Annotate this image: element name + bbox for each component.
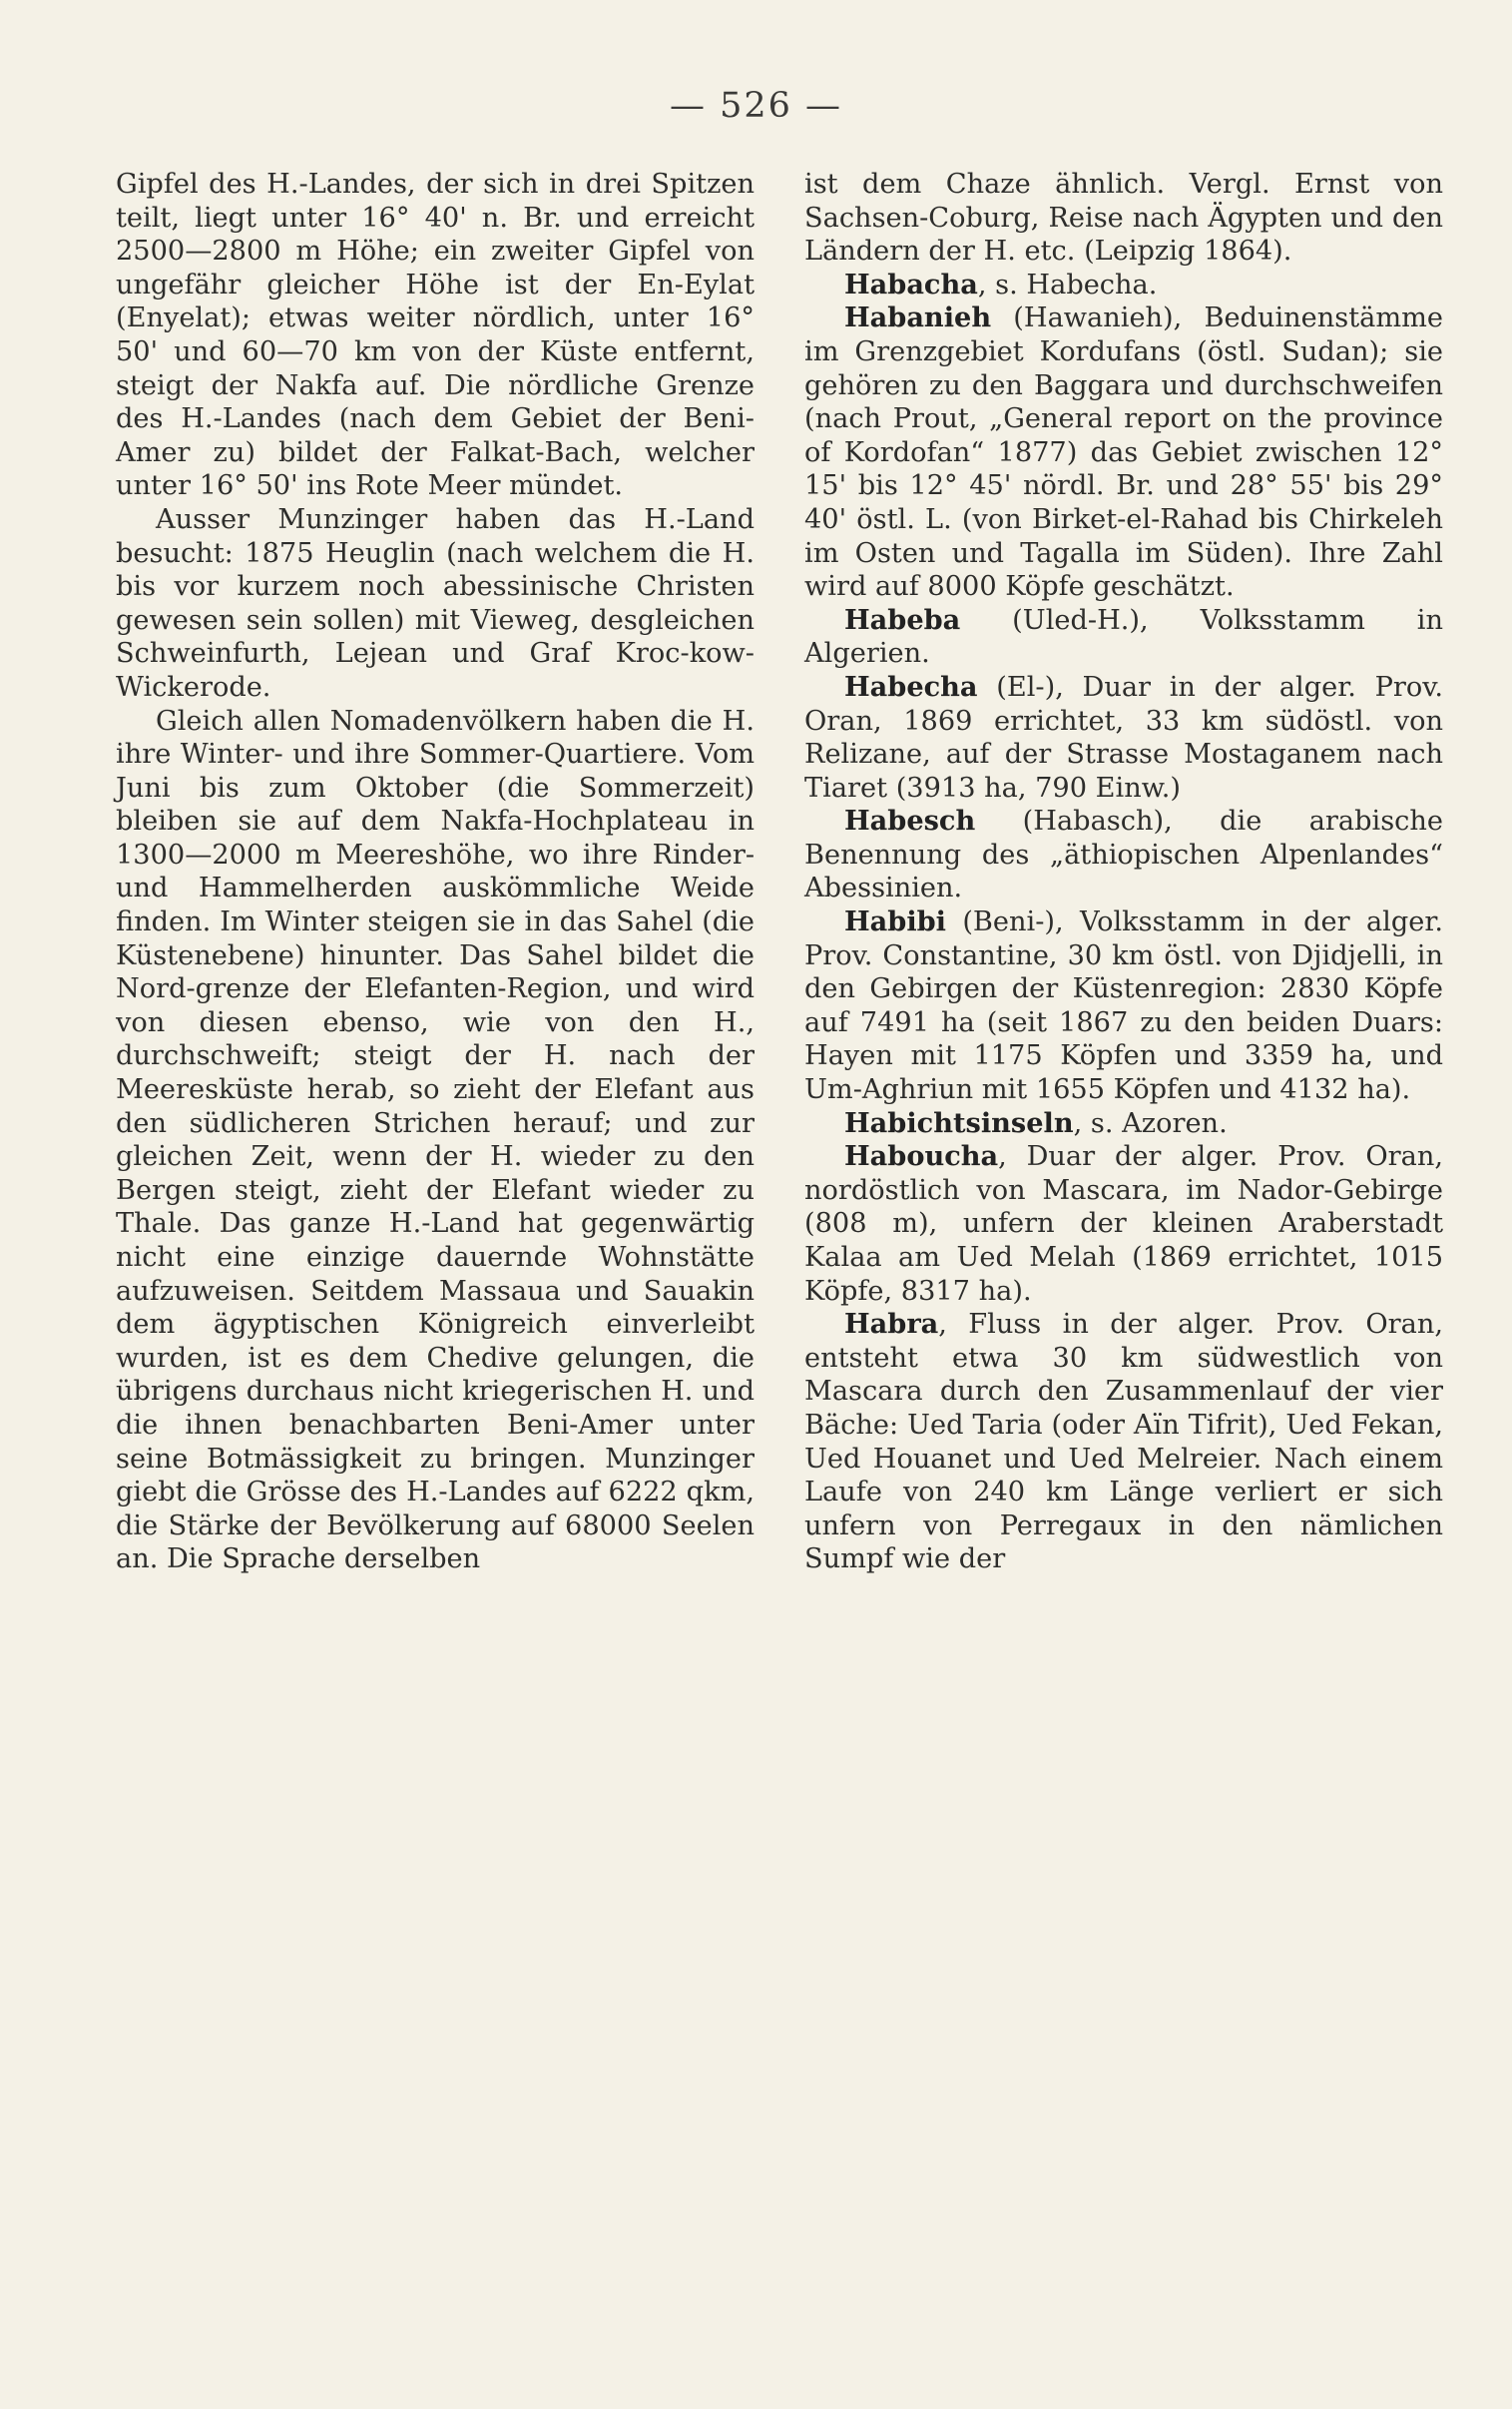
entry-habichtsinseln xyxy=(804,1107,1443,1141)
headword: Habibi xyxy=(844,905,946,938)
paragraph: Ausser Munzinger haben das H.-Land besucht: 1875 Heuglin (nach welchem die H. bis vor kurzem noch abessinische Christen gewesen sein sollen) mit Vieweg, desgleichen Schweinfurth, Lejean und Graf Kroc-kow-Wickerode. xyxy=(116,503,755,703)
page-number: — 526 — xyxy=(669,86,843,126)
entry-text: , Duar der alger. Prov. Oran, nordöstlich von Mascara, im Nador-Gebirge (808 m), unfern der kleinen Araberstadt Kalaa am Ued Melah (1869 errichtet, 1015 Köpfe, 8317 ha). xyxy=(804,1141,1443,1307)
entry-text: , Fluss in der alger. Prov. Oran, entsteht etwa 30 km südwestlich von Mascara durch den Zusammenlauf der vier Bäche: Ued Taria (oder Aïn Tifrit), Ued Fekan, Ued Houanet und Ued Melreier. Nach einem Laufe von 240 km Länge verliert er sich unfern von Perregaux in den nämlichen Sumpf wie der xyxy=(804,1309,1443,1575)
paragraph: Gleich allen Nomadenvölkern haben die H. ihre Winter- und ihre Sommer-Quartiere. Vom Juni bis zum Oktober (die Sommerzeit) bleiben sie auf dem Nakfa-Hochplateau in 1300—2000 m Meereshöhe, wo ihre Rinder- und Hammelherden auskömmliche Weide finden. Im Winter steigen sie in das Sahel (die Küstenebene) hinunter. Das Sahel bildet die Nord-grenze der Elefanten-Region, und wird von diesen ebenso, wie von den H., durchschweift; steigt der H. nach der Meeresküste herab, so zieht der Elefant aus den südlicheren Strichen herauf; und zur gleichen Zeit, wenn der H. wieder zu den Bergen steigt, zieht der Elefant wieder zu Thale. Das ganze H.-Land hat gegenwärtig nicht eine einzige dauernde Wohnstätte aufzuweisen. Seitdem Massaua und Sauakin dem ägyptischen Königreich einverleibt wurden, ist es dem Chedive gelungen, die übrigens durchaus nicht kriegerischen H. und die ihnen benachbarten Beni-Amer unter seine Botmässigkeit zu bringen. Munzinger giebt die Grösse des H.-Landes auf 6222 qkm, die Stärke der Bevölkerung auf 68000 Seelen an. Die Sprache derselben xyxy=(116,705,755,1575)
entry-habibi xyxy=(804,905,1443,1107)
left-column xyxy=(116,168,755,1576)
entry-text: (El-), Duar in der alger. Prov. Oran, 1869 errichtet, 33 km südöstl. von Relizane, auf der Strasse Mostaganem nach Tiaret (3913 ha, 790 Einw.) xyxy=(804,671,1443,804)
entry-habacha xyxy=(804,269,1443,302)
entry-habecha xyxy=(804,671,1443,805)
entry-haboucha xyxy=(804,1140,1443,1308)
headword: Habesch xyxy=(844,805,976,838)
entry-text: (Habasch), die arabische Benennung des „äthiopischen Alpenlandes“ Abessinien. xyxy=(804,806,1443,904)
entry-text: (Beni-), Volksstamm in der alger. Prov. Constantine, 30 km östl. von Djidjelli, in den Gebirgen der Küstenregion: 2830 Köpfe auf 7491 ha (seit 1867 zu den beiden Duars: Hayen mit 1175 Köpfen und 3359 ha, und Um-Aghriun mit 1655 Köpfen und 4132 ha). xyxy=(804,906,1443,1106)
entry-text: , s. Azoren. xyxy=(1073,1107,1228,1139)
entry-habesch xyxy=(804,805,1443,905)
headword: Habra xyxy=(844,1308,939,1341)
entry-habra xyxy=(804,1308,1443,1576)
paragraph: Gipfel des H.-Landes, der sich in drei Spitzen teilt, liegt unter 16° 40' n. Br. und erreicht 2500—2800 m Höhe; ein zweiter Gipfel von ungefähr gleicher Höhe ist der En-Eylat (Enyelat); etwas weiter nördlich, unter 16° 50' und 60—70 km von der Küste entfernt, steigt der Nakfa auf. Die nördliche Grenze des H.-Landes (nach dem Gebiet der Beni-Amer zu) bildet der Falkat-Bach, welcher unter 16° 50' ins Rote Meer mündet. xyxy=(116,169,755,502)
entry-text: , s. Habecha. xyxy=(977,269,1158,301)
entry-continuation: ist dem Chaze ähnlich. Vergl. Ernst von Sachsen-Coburg, Reise nach Ägypten und den Ländern der H. etc. (Leipzig 1864). xyxy=(804,169,1443,268)
entry-habeba xyxy=(804,604,1443,671)
entry-text: (Uled-H.), Volksstamm in Algerien. xyxy=(804,604,1443,670)
headword: Habacha xyxy=(844,268,978,301)
entry-habanieh xyxy=(804,301,1443,603)
entry-text: (Hawanieh), Beduinenstämme im Grenzgebiet Kordufans (östl. Sudan); sie gehören zu den Baggara und durchschweifen (nach Prout, „General report on the province of Kordofan“ 1877) das Gebiet zwischen 12° 15' bis 12° 45' nördl. Br. und 28° 55' bis 29° 40' östl. L. (von Birket-el-Rahad bis Chirkeleh im Osten und Tagalla im Süden). Ihre Zahl wird auf 8000 Köpfe geschätzt. xyxy=(804,302,1443,603)
headword: Habecha xyxy=(844,670,978,703)
headword: Habeba xyxy=(844,603,961,636)
right-column xyxy=(804,168,1443,1576)
headword: Habichtsinseln xyxy=(844,1106,1074,1139)
headword: Habanieh xyxy=(844,301,992,334)
headword: Haboucha xyxy=(844,1140,999,1173)
